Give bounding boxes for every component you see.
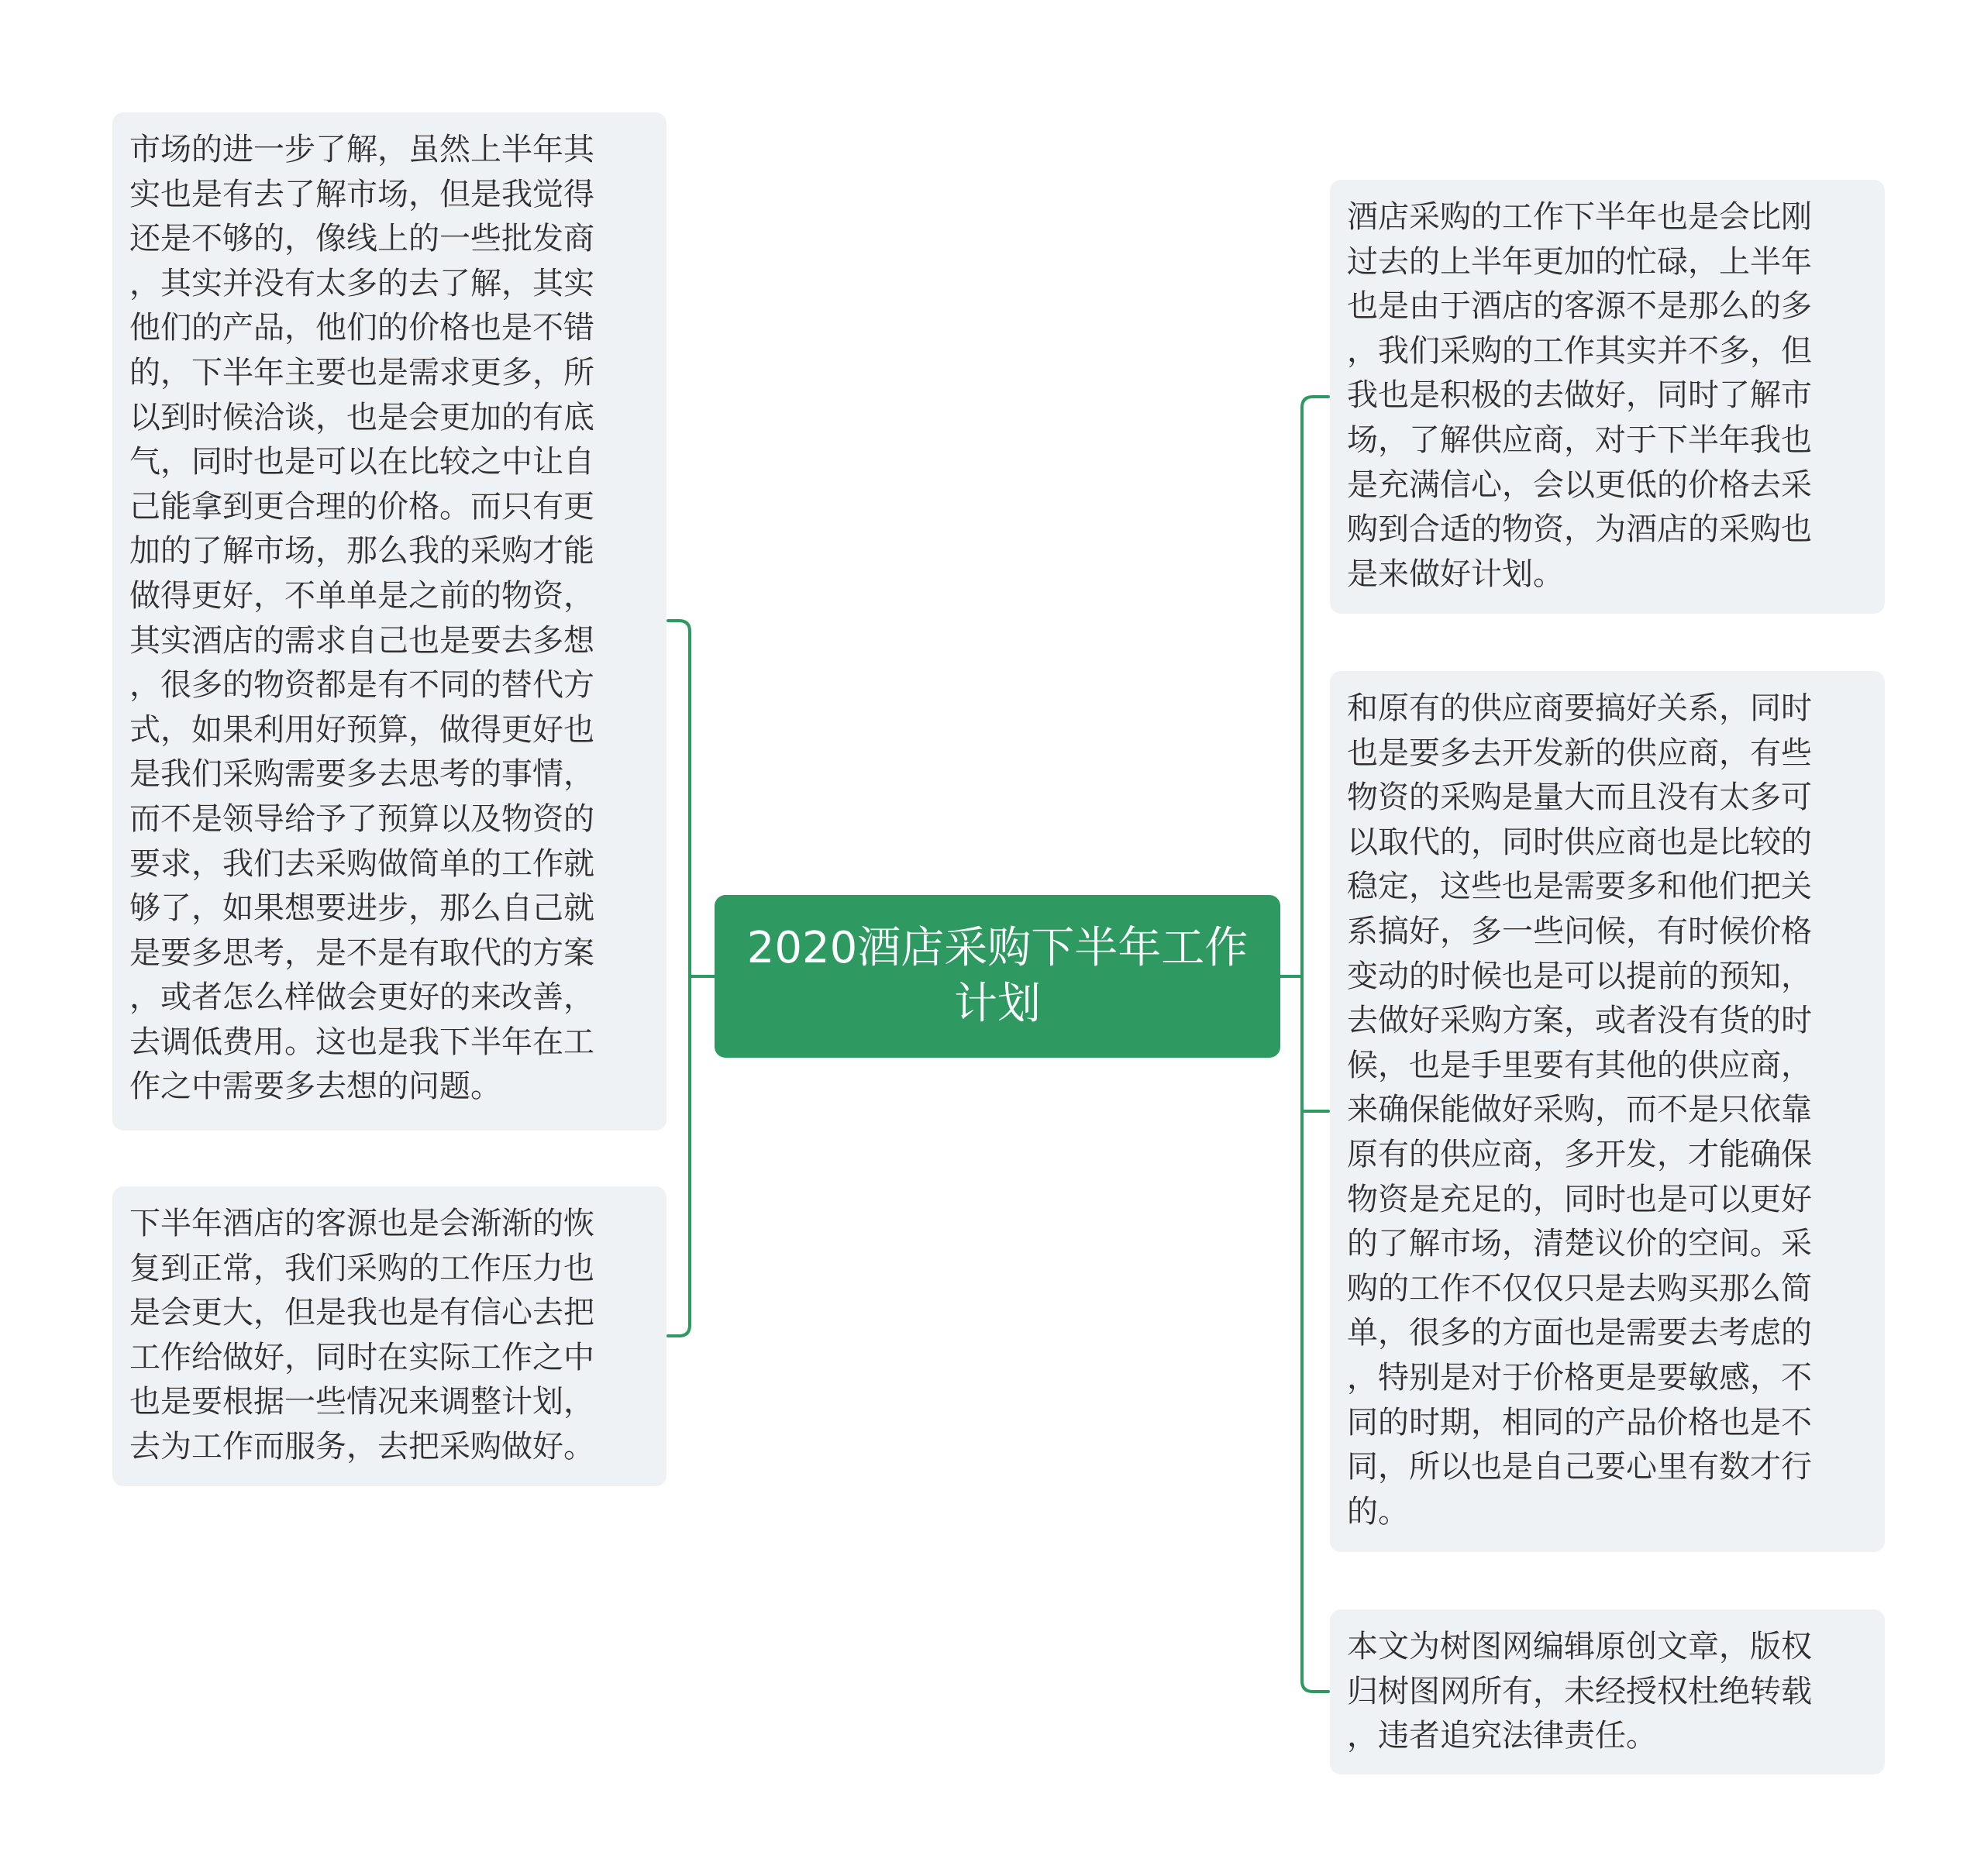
root-topic-label: 2020酒店采购下半年工作计划: [746, 923, 1249, 1029]
connector-right-1: [1302, 397, 1328, 967]
topic-left-workload-confidence[interactable]: 下半年酒店的客源也是会渐渐的恢 复到正常，我们采购的工作压力也 是会更大，但是我也是有信心去把 工作给做好，同时在实际工作之中 也是要根据一些情况来调整计划， 去为工作而服务，去把采购做好。: [112, 1186, 666, 1486]
topic-right-copyright-notice[interactable]: 本文为树图网编辑原创文章，版权 归树图网所有，未经授权杜绝转载 ，违者追究法律责任。: [1330, 1609, 1885, 1774]
topic-right-busier-half-year[interactable]: 酒店采购的工作下半年也是会比刚 过去的上半年更加的忙碌，上半年 也是由于酒店的客源不是那么的多 ，我们采购的工作其实并不多，但 我也是积极的去做好，同时了解市 场，了解供应商，对于下半年我也 是充满信心，会以更低的价格去采 购到合适的物资，为酒店的采购也 是来做好计划。: [1330, 180, 1885, 614]
topic-left-market-understanding[interactable]: 市场的进一步了解，虽然上半年其 实也是有去了解市场，但是我觉得 还是不够的，像线上的一些批发商 ，其实并没有太多的去了解，其实 他们的产品，他们的价格也是不错 的，下半年主要也是需求更多，所 以到时候洽谈，也是会更加的有底 气，同时也是可以在比较之中让自 己能拿到更合理的价格。而只有更 加的了解市场，那么我的采购才能 做得更好，不单单是之前的物资， 其实酒店的需求自己也是要去多想 ，很多的物资都是有不同的替代方 式，如果利用好预算，做得更好也 是我们采购需要多去思考的事情， 而不是领导给予了预算以及物资的 要求，我们去采购做简单的工作就 够了，如果想要进步，那么自己就 是要多思考，是不是有取代的方案 ，或者怎么样做会更好的来改善， 去调低费用。这也是我下半年在工 作之中需要多去想的问题。: [112, 112, 666, 1131]
topic-right-supplier-relations[interactable]: 和原有的供应商要搞好关系，同时 也是要多去开发新的供应商，有些 物资的采购是量大而且没有太多可 以取代的，同时供应商也是比较的 稳定，这些也是需要多和他们把关 系搞好，多一些问候，有时候价格 变动的时候也是可以提前的预知， 去做好采购方案，或者没有货的时 候，也是手里要有其他的供应商， 来确保能做好采购，而不是只依靠 原有的供应商，多开发，才能确保 物资是充足的，同时也是可以更好 的了解市场，清楚议价的空间。采 购的工作不仅仅只是去购买那么简 单，很多的方面也是需要去考虑的 ，特别是对于价格更是要敏感，不 同的时期，相同的产品价格也是不 同，所以也是自己要心里有数才行 的。: [1330, 671, 1885, 1552]
connector-right-2: [1302, 967, 1328, 1111]
connector-right-3: [1302, 986, 1328, 1692]
connector-left-1: [668, 621, 690, 967]
root-topic[interactable]: [715, 895, 1280, 1058]
connector-left-2: [668, 986, 690, 1336]
